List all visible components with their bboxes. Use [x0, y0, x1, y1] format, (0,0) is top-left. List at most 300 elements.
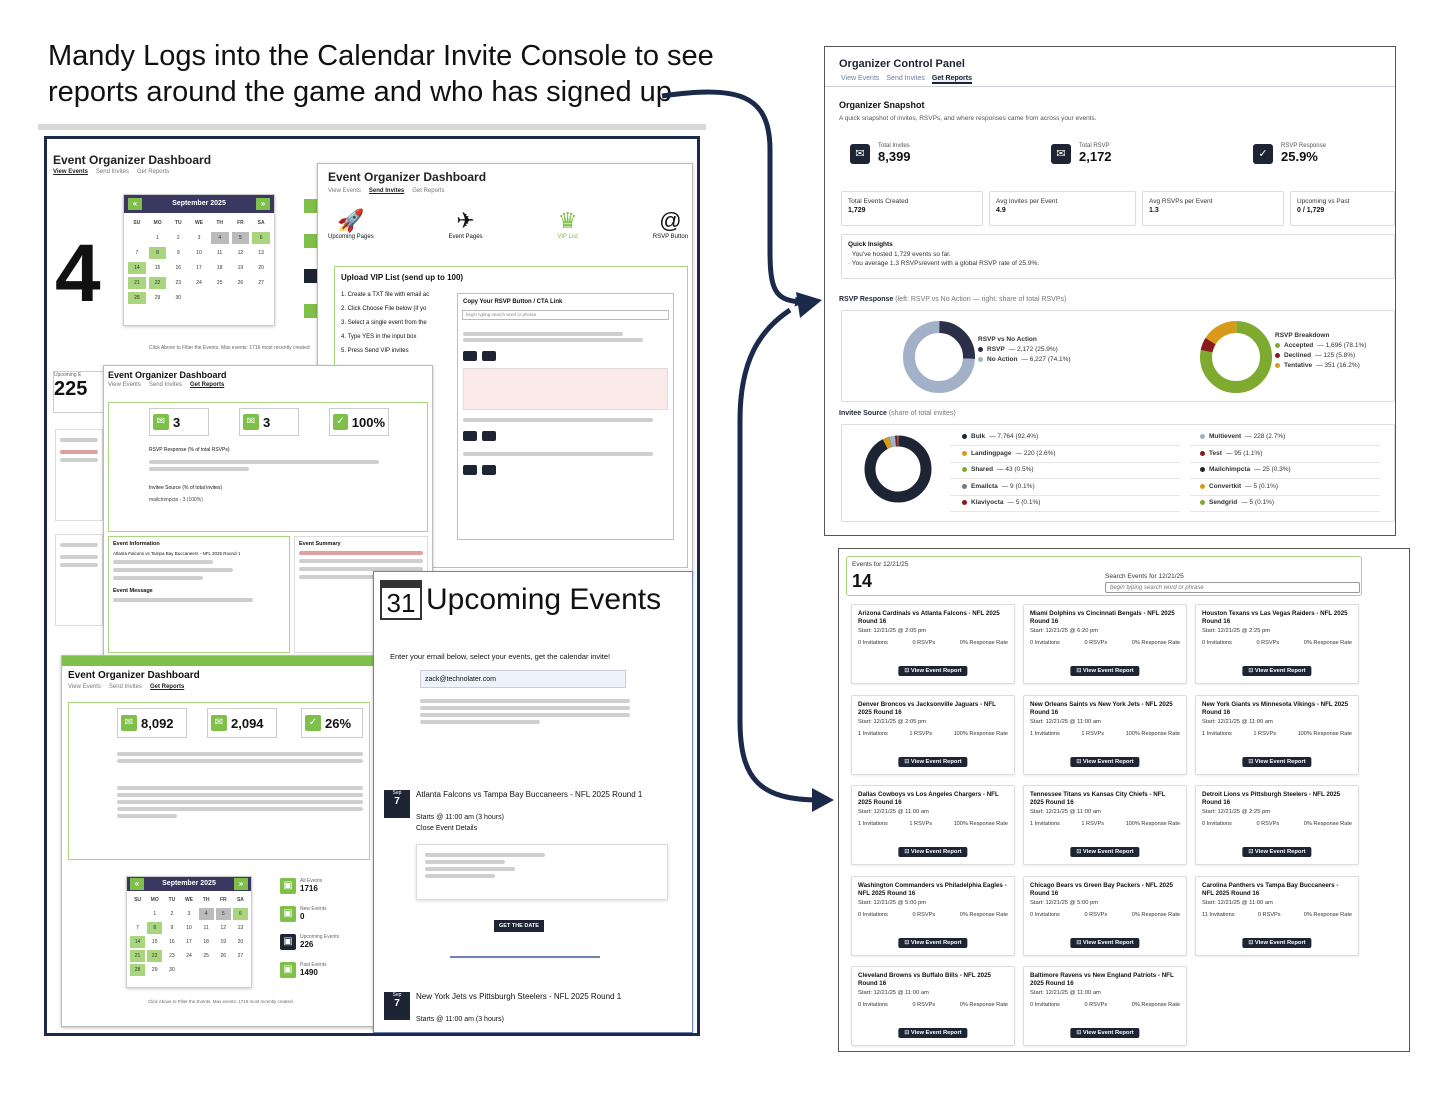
calendar-month: September 2025 — [172, 200, 226, 207]
calendar-day[interactable]: 5 — [232, 232, 250, 244]
event-card — [1023, 966, 1187, 1046]
rsvp-response-label: RSVP Response (% of total RSVPs) — [149, 447, 230, 453]
calendar-day[interactable]: 12 — [237, 250, 244, 256]
filter-note: Click Above to Filter the Events. Max events: 1716 most recently created — [149, 345, 310, 351]
tab-send-invites[interactable]: Send Invites — [95, 169, 129, 175]
view-event-report-button[interactable]: ⊡ View Event Report — [898, 938, 967, 948]
event-summary: Event Summary — [294, 536, 428, 653]
event-start: Start: 12/21/25 @ 11:00 am — [1030, 990, 1101, 996]
copy-button[interactable] — [482, 431, 496, 441]
calendar-day[interactable]: 11 — [203, 925, 209, 931]
tab-send-invites[interactable]: Send Invites — [368, 188, 405, 194]
kpi-rsvp-response: ✓ RSVP Response 25.9% — [1253, 143, 1326, 164]
control-panel-tabs — [841, 75, 972, 84]
calendar-day[interactable]: 13 — [237, 925, 244, 931]
copy-button[interactable] — [463, 465, 477, 475]
privacy-text — [420, 696, 630, 727]
event-invitations: 0 Invitations — [1030, 911, 1060, 918]
stat-total-invites: ✉ 8,092 — [117, 708, 187, 738]
vip-title: Upload VIP List (send up to 100) — [341, 273, 464, 282]
calendar-header — [124, 195, 274, 213]
weekday-label: FR — [219, 897, 227, 903]
event-metrics — [1202, 821, 1352, 827]
row-divider — [950, 478, 1180, 479]
weekday-label: TU — [168, 897, 176, 903]
source-section-title: Invitee Source (share of total invites) — [839, 410, 956, 417]
event-invitations: 1 Invitations — [1202, 730, 1232, 737]
calendar-day[interactable]: 27 — [258, 280, 264, 286]
event-start-1: Starts @ 11:00 am (3 hours) — [416, 814, 504, 821]
arrowhead-top-icon — [796, 292, 822, 318]
calendar-day[interactable]: 18 — [216, 265, 223, 271]
upcoming-title: Upcoming Events — [426, 583, 662, 616]
event-details-box — [416, 844, 668, 900]
tab-get-reports[interactable]: Get Reports — [931, 75, 972, 82]
chart-icon: ⊡ — [1076, 758, 1082, 765]
calendar-day[interactable]: 23 — [175, 280, 182, 286]
envelope-open-icon: ✉ — [211, 715, 227, 731]
get-the-date-button[interactable]: GET THE DATE — [494, 920, 544, 932]
calendar-day[interactable]: 28 — [130, 964, 145, 976]
tool-event-pages[interactable]: ✈ Event Pages — [448, 208, 483, 240]
event-title: Tennessee Titans vs Kansas City Chiefs - NFL 2025 Round 16 — [1030, 791, 1166, 806]
view-event-report-button[interactable]: ⊡ View Event Report — [1070, 1028, 1139, 1038]
event-title: Denver Broncos vs Jacksonville Jaguars - NFL 2025 Round 16 — [858, 700, 996, 716]
calendar-day — [128, 232, 146, 244]
crown-icon: ♛ — [557, 208, 578, 233]
stat-rsvp-rate: ✓ 100% — [329, 408, 389, 436]
calendar-day[interactable]: 16 — [175, 265, 182, 271]
view-event-report-button[interactable]: ⊡ View Event Report — [1242, 757, 1311, 767]
tool-row — [328, 208, 688, 240]
divider — [38, 124, 706, 130]
copy-button[interactable] — [463, 351, 477, 361]
calendar-grid[interactable] — [127, 891, 251, 979]
row-divider — [950, 445, 1180, 446]
event-title: Baltimore Ravens vs New England Patriots - NFL 2025 Round 16 — [1030, 972, 1174, 987]
view-event-report-button[interactable]: ⊡ View Event Report — [1070, 666, 1139, 676]
event-response-rate: 0% Response Rate — [959, 640, 1008, 646]
view-event-report-button[interactable]: ⊡ View Event Report — [1242, 666, 1311, 676]
event-response-rate: 0% Response Rate — [1131, 640, 1180, 646]
calendar-day[interactable]: 10 — [186, 925, 192, 931]
calendar-day[interactable]: 8 — [149, 247, 167, 259]
quick-insights: Quick Insights · You've hosted 1,729 events so far. · You average 1.3 RSVPs/event with a global RSVP rate of 25.9%. — [841, 234, 1395, 279]
copy-button[interactable] — [482, 351, 496, 361]
event-invitations: 1 Invitations — [858, 730, 888, 737]
calendar-day[interactable]: 13 — [258, 250, 264, 256]
mail-icon: ✉ — [121, 715, 137, 731]
calendar-day[interactable]: 11 — [217, 250, 223, 256]
calendar-day[interactable]: 3 — [197, 235, 201, 241]
row-divider — [1190, 478, 1380, 479]
stat-upcoming-events[interactable]: ▣ Upcoming Events 226 — [280, 934, 370, 950]
source-legend-item: Multievent — 228 (2.7%) — [1200, 433, 1285, 440]
stat-new-events[interactable]: ▣ New Events 0 — [280, 906, 370, 922]
calendar-day[interactable]: 1 — [156, 235, 159, 241]
calendar-day[interactable]: 4 — [199, 908, 214, 920]
calendar-day[interactable]: 15 — [151, 939, 158, 945]
invitee-source-row: mailchimpcta - 3 (100%) — [149, 497, 203, 503]
headline-line-1: Mandy Logs into the Calendar Invite Console to see — [48, 40, 714, 72]
event-card — [1023, 695, 1187, 775]
legend-tentative: Tentative — 351 (16.2%) — [1275, 362, 1366, 369]
stat-all-events[interactable]: ▣ All Events 1716 — [280, 878, 370, 894]
calendar-day[interactable]: 20 — [258, 265, 264, 271]
calendar-day[interactable]: 9 — [170, 925, 174, 931]
calendar-day[interactable]: 23 — [169, 953, 175, 959]
source-legend-item: Shared — 43 (0.5%) — [962, 466, 1034, 473]
calendar-day[interactable]: 5 — [216, 908, 231, 920]
calendar-day[interactable]: 8 — [147, 922, 162, 934]
chart-icon: ⊡ — [904, 849, 910, 855]
stat-total-rsvp: ✉ 3 — [239, 408, 299, 436]
calendar-day[interactable]: 9 — [176, 250, 180, 256]
calendar-day[interactable]: 4 — [211, 232, 229, 244]
check-circle-icon: ✓ — [1253, 144, 1273, 164]
invitee-source-label: Invitee Source (% of total invites) — [149, 485, 223, 491]
event-rsvps: 1 RSVPs — [909, 730, 933, 737]
big-day-number: 4 — [55, 228, 101, 319]
calendar-day[interactable]: 26 — [237, 280, 244, 286]
event-report-big — [61, 655, 379, 1027]
weekday-label: SA — [257, 220, 265, 226]
calendar-day[interactable]: 19 — [220, 939, 227, 945]
events-date-label: Events for 12/21/25 — [852, 561, 909, 568]
event-metrics — [858, 1002, 1008, 1008]
event-response-rate: 0% Response Rate — [1303, 821, 1352, 827]
view-event-report-button[interactable]: ⊡ View Event Report — [1070, 938, 1139, 948]
event-metrics — [858, 640, 1008, 646]
divider — [825, 86, 1395, 87]
source-legend-item: Landingpage — 220 (2.6%) — [962, 450, 1056, 457]
calendar-day[interactable]: 28 — [128, 292, 146, 304]
event-start: Start: 12/21/25 @ 2:05 pm — [858, 628, 927, 634]
calendar-side-icon[interactable] — [304, 234, 318, 248]
email-input[interactable]: zack@technolater.com — [420, 670, 626, 688]
weekday-label: TH — [216, 220, 224, 226]
calendar-side-icon[interactable] — [304, 269, 318, 283]
event-title-1[interactable]: Atlanta Falcons vs Tampa Bay Buccaneers - NFL 2025 Round 1 — [416, 790, 643, 799]
kpi-total-rsvp: ✉ Total RSVP 2,172 — [1051, 143, 1112, 164]
copy-button[interactable] — [482, 465, 496, 475]
event-rsvps: 0 RSVPs — [1257, 911, 1281, 918]
chart-icon: ⊡ — [1248, 668, 1254, 674]
close-event-details[interactable]: Close Event Details — [416, 825, 478, 832]
calendar-day[interactable]: 20 — [237, 939, 244, 945]
legend-no-action: No Action — 6,227 (74.1%) — [978, 356, 1071, 363]
tool-vip-list[interactable]: ♛ VIP List — [557, 208, 578, 240]
calendar-day[interactable]: 1 — [153, 911, 157, 917]
event-rsvps: 1 RSVPs — [1081, 821, 1105, 827]
calendar-day[interactable]: 22 — [147, 950, 162, 962]
weekday-label: TU — [174, 220, 182, 226]
report-summary — [108, 402, 428, 532]
snapshot-subtitle: A quick snapshot of invites, RSVPs, and where responses came from across your events. — [839, 115, 1097, 122]
calendar-day[interactable]: 12 — [220, 925, 227, 931]
event-card-partial — [55, 534, 103, 626]
calendar-day[interactable]: 21 — [130, 950, 145, 962]
weekday-label: FR — [237, 220, 244, 226]
chart-icon: ⊡ — [904, 1030, 910, 1036]
event-title: New York Giants vs Minnesota Vikings - NFL 2025 Round 16 — [1202, 700, 1349, 716]
rsvp-copy-title: Copy Your RSVP Button / CTA Link — [463, 299, 563, 305]
calendar[interactable] — [123, 194, 275, 326]
view-event-report-button[interactable]: ⊡ View Event Report — [898, 1028, 967, 1038]
stat-total-invites: ✉ 3 — [149, 408, 209, 436]
event-title: Arizona Cardinals vs Atlanta Falcons - NFL 2025 Round 16 — [858, 610, 1000, 625]
stat-past-events[interactable]: ▣ Past Events 1490 — [280, 962, 370, 978]
calendar-day[interactable]: 26 — [220, 953, 227, 959]
weekday-label: SA — [236, 897, 244, 903]
calendar-day[interactable]: 7 — [135, 250, 139, 256]
event-card — [1023, 876, 1187, 956]
dashboard-tabs — [328, 188, 445, 194]
vip-steps: 1. Create a TXT file with email ac 2. Click Choose File below (if yo 3. Select a single event from the 4. Type YES in the input box 5. Press Send VIP invites — [341, 292, 430, 354]
donut2-legend: RSVP Breakdown Accepted — 1,696 (78.1%) Declined — 125 (5.8%) Tentative — 351 (16.2%) — [1275, 332, 1367, 369]
report-summary — [68, 702, 370, 860]
event-metrics — [1030, 640, 1180, 646]
envelope-open-icon: ✉ — [1051, 144, 1071, 164]
tool-rsvp-button[interactable]: @ RSVP Button — [652, 208, 688, 240]
calendar-day[interactable]: 3 — [187, 911, 191, 917]
calendar-day[interactable]: 2 — [176, 235, 180, 241]
calendar-day[interactable]: 19 — [237, 265, 244, 271]
event-title: Carolina Panthers vs Tampa Bay Buccaneers - NFL 2025 Round 16 — [1202, 881, 1339, 897]
mini-total-events: Total Events Created 1,729 — [841, 191, 983, 226]
row-divider — [950, 511, 1180, 512]
tab-send-invites[interactable]: Send Invites — [886, 75, 925, 82]
weekday-label: WE — [194, 220, 204, 226]
next-month-icon[interactable]: » — [256, 198, 270, 210]
row-divider — [1190, 445, 1380, 446]
tab-view-events[interactable]: View Events — [841, 75, 880, 82]
legend-accepted: Accepted — 1,696 (78.1%) — [1275, 342, 1366, 349]
calendar-day[interactable]: 7 — [136, 925, 139, 931]
calendar-icon: 31 — [380, 580, 422, 620]
calendar-day[interactable]: 27 — [237, 953, 244, 959]
tab-view-events[interactable]: View Events — [328, 188, 361, 194]
event-start: Start: 12/21/25 @ 5:00 pm — [858, 899, 927, 906]
row-divider — [950, 462, 1180, 463]
tab-get-reports[interactable]: Get Reports — [412, 188, 445, 194]
events-count: 14 — [852, 571, 873, 591]
event-rsvps: 0 RSVPs — [1084, 1002, 1108, 1008]
calendar-day[interactable]: 15 — [154, 265, 161, 271]
calendar-day[interactable]: 14 — [130, 936, 145, 948]
date-badge: Sep 7 — [384, 790, 410, 818]
chart-icon: ⊡ — [1076, 849, 1082, 855]
event-start: Start: 12/21/25 @ 11:00 am — [1030, 718, 1101, 725]
calendar-day[interactable]: 22 — [149, 277, 167, 289]
next-month-icon[interactable]: » — [234, 878, 248, 890]
event-title: New Orleans Saints vs New York Jets - NFL 2025 Round 16 — [1030, 700, 1173, 716]
calendar-day[interactable]: 29 — [151, 967, 158, 973]
event-rsvps: 0 RSVPs — [912, 640, 936, 646]
event-start: Start: 12/21/25 @ 2:05 pm — [858, 718, 927, 725]
view-event-report-button[interactable]: ⊡ View Event Report — [1242, 847, 1311, 857]
view-event-report-button[interactable]: ⊡ View Event Report — [1070, 847, 1139, 857]
arrowhead-bottom-icon — [812, 788, 834, 812]
calendar-day[interactable]: 30 — [169, 967, 175, 973]
event-rsvps: 1 RSVPs — [1253, 730, 1277, 737]
rsvp-response-bars — [149, 457, 379, 474]
paper-plane-icon: ✈ — [456, 208, 475, 233]
upcoming-label: Upcoming E — [54, 372, 82, 378]
kpi-total-invites: ✉ Total Invites 8,399 — [850, 143, 911, 164]
snapshot-title: Organizer Snapshot — [839, 100, 925, 110]
event-title: Dallas Cowboys vs Los Angeles Chargers - NFL 2025 Round 16 — [858, 791, 999, 806]
event-card — [851, 785, 1015, 865]
event-rsvps: 1 RSVPs — [1081, 730, 1105, 737]
event-invitations: 0 Invitations — [1202, 821, 1232, 827]
rsvp-charts — [841, 310, 1395, 402]
event-rsvps: 0 RSVPs — [912, 1002, 936, 1008]
calendar-grid[interactable] — [124, 213, 274, 308]
event-start: Start: 12/21/25 @ 11:00 am — [858, 990, 929, 996]
event-metrics — [1202, 912, 1352, 918]
calendar-day[interactable]: 17 — [186, 939, 192, 945]
event-start: Start: 12/21/25 @ 2:25 pm — [1202, 809, 1271, 815]
tab-get-reports[interactable]: Get Reports — [136, 169, 170, 175]
source-legend-item: Mailchimpcta — 25 (0.3%) — [1200, 466, 1291, 473]
arrow-to-events-panel — [740, 310, 820, 800]
filter-note: Click Above to Filter the Events. Max events: 1716 most recently created — [148, 999, 293, 1004]
organizer-control-panel — [824, 46, 1396, 536]
event-card — [851, 695, 1015, 775]
row-divider — [1190, 462, 1380, 463]
calendar-day[interactable]: 25 — [203, 953, 209, 959]
calendar-day[interactable]: 16 — [169, 939, 175, 945]
rsvp-vs-no-action-donut — [900, 318, 978, 396]
dashboard-tabs — [53, 169, 169, 175]
calendar-side-icon[interactable] — [304, 199, 318, 213]
chart-icon: ⊡ — [904, 668, 910, 674]
mail-icon: ✉ — [153, 414, 169, 430]
event-invitations: 0 Invitations — [858, 911, 888, 918]
prev-month-icon[interactable]: « — [130, 878, 144, 890]
email-prompt: Enter your email below, select your events, get the calendar invite! — [390, 652, 611, 661]
calendar-day[interactable]: 17 — [196, 265, 202, 271]
event-metrics — [1030, 912, 1180, 918]
calendar-day[interactable]: 25 — [216, 280, 223, 286]
calendar-side-icon[interactable] — [304, 304, 318, 318]
donut-slice-bulk — [870, 441, 926, 497]
event-start: Start: 12/21/25 @ 11:00 am — [1202, 718, 1273, 725]
event-response-rate: 0% Response Rate — [1131, 1002, 1180, 1008]
invitee-source-bars — [117, 783, 363, 821]
weekday-label: WE — [184, 897, 194, 903]
mini-avg-rsvps: Avg RSVPs per Event 1.3 — [1142, 191, 1284, 226]
donut1-legend: RSVP vs No Action RSVP — 2,172 (25.9%) No Action — 6,227 (74.1%) — [978, 336, 1071, 363]
copy-button[interactable] — [463, 431, 477, 441]
calendar-header: « September 2025 » — [127, 877, 251, 891]
rsvp-link-box — [463, 368, 668, 410]
calendar-day[interactable]: 24 — [196, 280, 202, 286]
view-event-report-button[interactable]: ⊡ View Event Report — [898, 666, 967, 676]
event-invitations: 0 Invitations — [1030, 640, 1060, 646]
calendar-day[interactable]: 10 — [196, 250, 202, 256]
stat-rsvp-rate: ✓ 26% — [301, 708, 363, 738]
calendar-day[interactable]: 6 — [233, 908, 248, 920]
tool-upcoming-pages[interactable]: 🚀 Upcoming Pages — [328, 208, 374, 240]
event-metrics — [1030, 821, 1180, 827]
calendar-day[interactable]: 6 — [252, 232, 270, 244]
dashboard-tabs: View Events Send Invites Get Reports — [108, 382, 225, 388]
invitee-source-chart — [841, 424, 1395, 522]
chart-icon: ⊡ — [904, 758, 910, 765]
search-events-input[interactable]: begin typing search word or phrase — [1105, 582, 1360, 593]
event-title-2[interactable]: New York Jets vs Pittsburgh Steelers - NFL 2025 Round 1 — [416, 992, 622, 1001]
upcoming-card[interactable] — [53, 371, 105, 413]
view-event-report-button[interactable]: ⊡ View Event Report — [898, 847, 967, 857]
calendar-day[interactable]: 18 — [203, 939, 209, 945]
calendar-day[interactable]: 30 — [175, 295, 182, 301]
legend-declined: Declined — 125 (5.8%) — [1275, 352, 1366, 359]
event-response-rate: 100% Response Rate — [953, 821, 1008, 827]
event-response-rate: 100% Response Rate — [1125, 730, 1180, 737]
calendar[interactable] — [126, 876, 252, 988]
event-rsvps: 0 RSVPs — [1084, 911, 1108, 918]
dashboard-title: Event Organizer Dashboard — [328, 170, 487, 184]
source-legend-item: Klaviyocta — 5 (0.1%) — [962, 499, 1040, 506]
dashboard-tabs: View Events Send Invites Get Reports — [68, 684, 185, 690]
calendar-day[interactable]: 21 — [128, 277, 146, 289]
event-title: Washington Commanders vs Philadelphia Eagles - NFL 2025 Round 16 — [858, 881, 1007, 897]
event-start: Start: 12/21/25 @ 2:25 pm — [1202, 628, 1271, 634]
calendar-day[interactable]: 29 — [154, 295, 161, 301]
dashboard-title: Event Organizer Dashboard — [108, 370, 227, 380]
row-divider — [950, 495, 1180, 496]
headline — [48, 38, 714, 110]
event-rsvps: 0 RSVPs — [1256, 640, 1280, 646]
tab-view-events[interactable]: View Events — [53, 169, 88, 175]
weekday-label: SU — [134, 897, 142, 903]
calendar-day[interactable]: 2 — [170, 911, 174, 917]
rsvp-copy-panel — [457, 293, 674, 540]
events-header — [846, 556, 1362, 596]
event-title: Houston Texans vs Las Vegas Raiders - NFL 2025 Round 16 — [1202, 610, 1348, 625]
invitee-source-donut — [862, 433, 934, 505]
event-title: Miami Dolphins vs Cincinnati Bengals - NFL 2025 Round 16 — [1030, 610, 1175, 625]
weekday-label: TH — [202, 897, 210, 903]
calendar-day[interactable]: 24 — [186, 953, 192, 959]
event-start: Start: 12/21/25 @ 11:00 am — [1030, 809, 1101, 815]
chart-icon: ⊡ — [1248, 758, 1254, 765]
view-event-report-button[interactable]: ⊡ View Event Report — [898, 757, 967, 767]
chart-icon: ⊡ — [1248, 849, 1254, 855]
event-response-rate: 0% Response Rate — [1131, 911, 1180, 918]
calendar-day[interactable]: 14 — [128, 262, 146, 274]
source-legend-item: Bulk — 7,764 (92.4%) — [962, 433, 1038, 440]
event-start: Start: 12/21/25 @ 11:00 am — [1202, 899, 1273, 906]
event-invitations: 0 Invitations — [1030, 1002, 1060, 1008]
prev-month-icon[interactable]: « — [128, 198, 142, 210]
mini-avg-invites: Avg Invites per Event 4.9 — [989, 191, 1136, 226]
view-event-report-button[interactable]: ⊡ View Event Report — [1242, 938, 1311, 948]
event-card — [1023, 604, 1187, 684]
event-card — [851, 966, 1015, 1046]
event-card — [1195, 604, 1359, 684]
event-response-rate: 0% Response Rate — [959, 1002, 1008, 1008]
source-legend-item: Convertkit — 5 (0.1%) — [1200, 483, 1278, 490]
search-input[interactable]: begin typing search word or phrase — [462, 310, 669, 320]
upcoming-events-page — [373, 571, 693, 1033]
event-invitations: 0 Invitations — [1202, 640, 1232, 646]
rsvp-breakdown-donut — [1197, 318, 1275, 396]
weekday-label: MO — [150, 897, 159, 903]
view-event-report-button[interactable]: ⊡ View Event Report — [1070, 757, 1139, 767]
